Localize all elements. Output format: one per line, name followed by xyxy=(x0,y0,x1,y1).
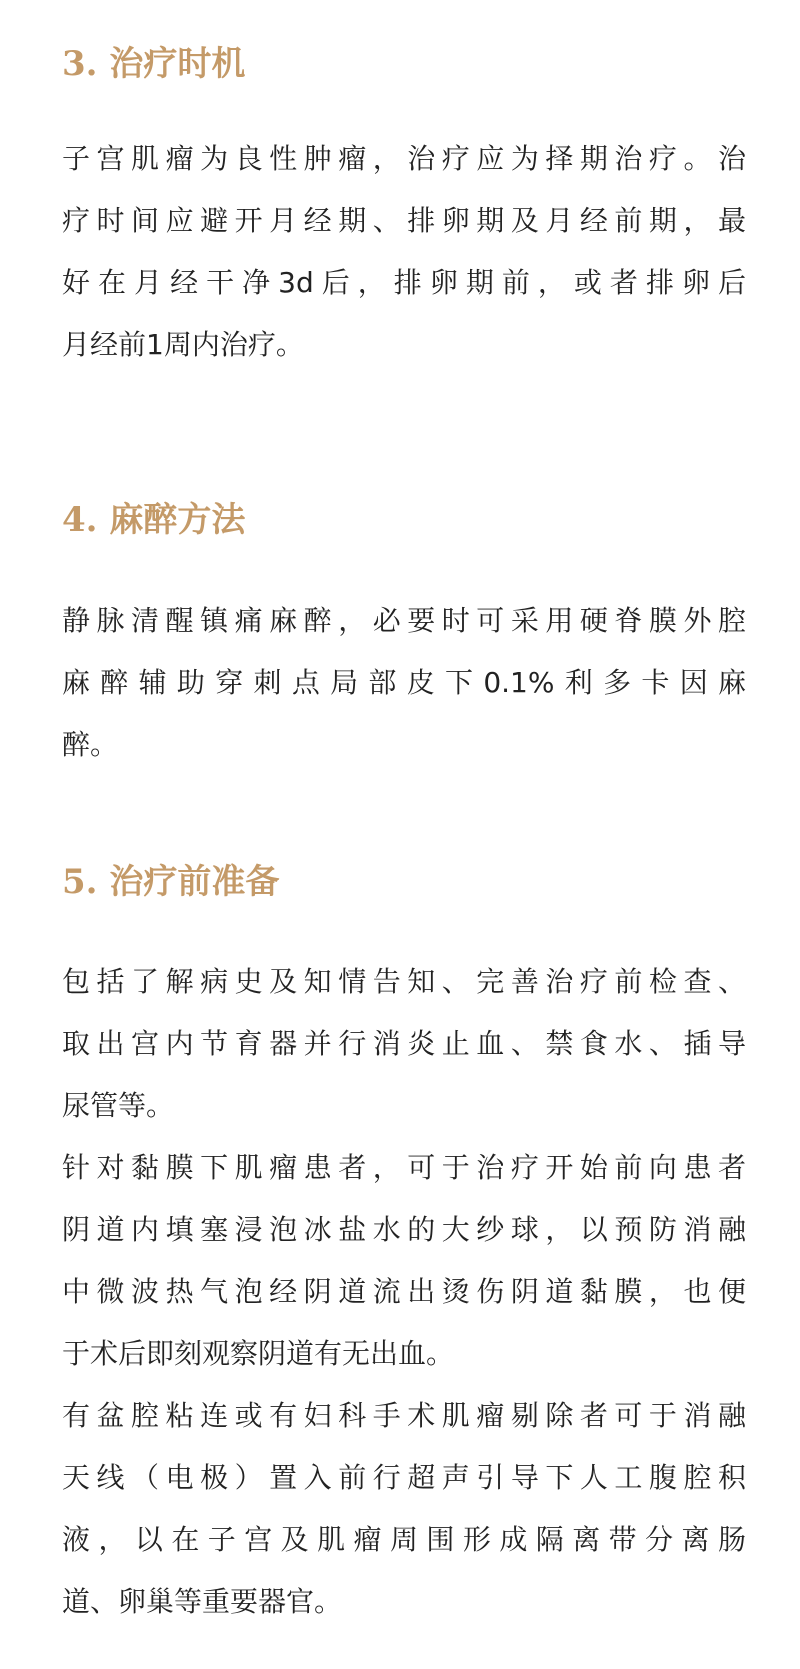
paragraph-line: 疗时间应避开月经期、排卵期及月经前期，最 xyxy=(62,204,746,237)
paragraph-timing xyxy=(62,128,746,376)
paragraph-line: 包括了解病史及知情告知、完善治疗前检查、 xyxy=(62,965,746,998)
paragraph-line: 道、卵巢等重要器官。 xyxy=(62,1585,343,1618)
paragraph-line: 麻醉辅助穿刺点局部皮下0.1%利多卡因麻 xyxy=(62,666,746,699)
section-heading-timing: 3. 治疗时机 xyxy=(62,44,246,84)
paragraph-line: 醉。 xyxy=(62,728,119,761)
paragraph-line: 静脉清醒镇痛麻醉，必要时可采用硬脊膜外腔 xyxy=(62,604,746,637)
paragraph-preparation-overview xyxy=(62,951,746,1137)
paragraph-line: 阴道内填塞浸泡冰盐水的大纱球，以预防消融 xyxy=(62,1213,746,1246)
paragraph-line: 天线（电极）置入前行超声引导下人工腹腔积 xyxy=(62,1461,746,1494)
paragraph-submucosal xyxy=(62,1137,746,1385)
paragraph-adhesion xyxy=(62,1385,746,1633)
paragraph-line: 针对黏膜下肌瘤患者，可于治疗开始前向患者 xyxy=(62,1151,746,1184)
section-heading-preparation: 5. 治疗前准备 xyxy=(62,862,280,902)
paragraph-line: 月经前1周内治疗。 xyxy=(62,328,304,361)
paragraph-anesthesia xyxy=(62,590,746,776)
paragraph-line: 有盆腔粘连或有妇科手术肌瘤剔除者可于消融 xyxy=(62,1399,746,1432)
paragraph-line: 液，以在子宫及肌瘤周围形成隔离带分离肠 xyxy=(62,1523,746,1556)
paragraph-line: 中微波热气泡经阴道流出烫伤阴道黏膜，也便 xyxy=(62,1275,746,1308)
paragraph-line: 尿管等。 xyxy=(62,1089,175,1122)
paragraph-line: 取出宫内节育器并行消炎止血、禁食水、插导 xyxy=(62,1027,746,1060)
section-heading-anesthesia: 4. 麻醉方法 xyxy=(62,500,246,540)
paragraph-line: 子宫肌瘤为良性肿瘤，治疗应为择期治疗。治 xyxy=(62,142,746,175)
paragraph-line: 好在月经干净3d后，排卵期前，或者排卵后 xyxy=(62,266,746,299)
paragraph-line: 于术后即刻观察阴道有无出血。 xyxy=(62,1337,455,1370)
